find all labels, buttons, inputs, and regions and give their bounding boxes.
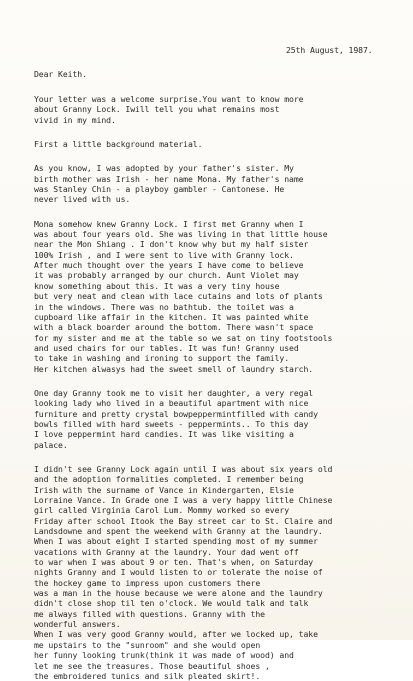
letter-paragraph <box>34 139 406 149</box>
text-line: vivid in my mind. <box>34 114 116 125</box>
text-line: bowls filled with hard sweets - peppermints.. To this day <box>34 418 309 429</box>
text-line: nights Granny and I would listen to or tolerate the noise of <box>34 567 323 578</box>
text-line: the embroidered tunics and silk pleated skirt!. <box>34 670 261 681</box>
text-line: for my sister and me at the table so we sat on tiny footstools <box>34 332 333 343</box>
text-line: it was probably arranged by our church. Aunt Violet may <box>34 270 299 281</box>
text-line: to take in washing and ironing to support the family. <box>34 353 290 364</box>
letter-body <box>34 94 406 681</box>
text-line: her funny looking trunk(think it was made of wood) and <box>34 650 294 661</box>
text-line: me always filled with questions. Granny with the <box>34 608 265 619</box>
text-line: but very neat and clean with lace cutains and lots of plants <box>34 291 323 302</box>
text-line: about Granny Lock. Iwill tell you what remains most <box>34 104 280 115</box>
text-line: the hockey game to impress upon customers there <box>34 577 261 588</box>
text-line: cupboard like affair in the kitchen. It was painted white <box>34 311 309 322</box>
salutation: Dear Keith. <box>34 69 87 79</box>
text-line: Lorraine Vance. In Grade one I was a very happy little Chinese <box>34 495 333 505</box>
text-line: Mona somehow knew Granny Lock. I first met Granny when I <box>34 218 304 229</box>
text-line: with a black boarder around the bottom. There wasn't space <box>34 322 314 333</box>
text-line: was about four years old. She was living in that little house <box>34 229 328 240</box>
text-line: When I was very good Granny would, after we locked up, take <box>34 629 318 640</box>
text-line: in the windows. There was no bathtub. the toilet was a <box>34 301 294 312</box>
text-line: birth mother was Irish - her name Mona. My father's name <box>34 173 304 184</box>
text-line: girl called Virginia Carol Lum. Mommy worked so every <box>34 505 290 516</box>
text-line: near the Mon Shiang . I don't know why but my half sister <box>34 239 309 250</box>
text-line: me upstairs to the "sunroom" and she would open <box>34 639 261 650</box>
text-line: never lived with us. <box>34 194 131 205</box>
letter-paragraph <box>34 464 406 681</box>
text-line: When I was about eight I started spending most of my summer <box>34 536 318 547</box>
letter-paragraph <box>34 388 406 450</box>
text-line: didn't close shop til ten o'clock. We would talk and talk <box>34 598 309 609</box>
letter-paragraph <box>34 94 406 125</box>
text-line: was Stanley Chin - a playboy gambler - Cantonese. He <box>34 184 285 195</box>
text-line: I love peppermint hard candies. It was like visiting a <box>34 429 294 440</box>
text-line: Landsdowne and spent the weekend with Granny at the laundry. <box>34 526 323 537</box>
text-line: First a little background material. <box>34 139 203 150</box>
text-line: looking lady who lived in a beautiful apartment with nice <box>34 398 309 409</box>
text-line: furniture and pretty crystal bowpeppermintfilled with candy <box>34 408 318 419</box>
text-line: know something about this. It was a very tiny house <box>34 280 280 291</box>
text-line: vacations with Granny at the laundry. Your dad went off <box>34 546 299 557</box>
text-line: Irish with the surname of Vance in Kindergarten, Elsie <box>34 484 294 495</box>
text-line: was a man in the house because we were alone and the laundry <box>34 588 323 599</box>
text-line: palace. <box>34 439 68 450</box>
letter-paragraph <box>34 219 406 374</box>
text-line: 100% Irish , and I were sent to live with Granny lock. <box>34 249 294 260</box>
text-line: let me see the treasures. Those beautiful shoes , <box>34 660 270 671</box>
text-line: Her kitchen alwasys had the sweet smell of laundry starch. <box>34 363 314 374</box>
text-line: and used chairs for our tables. It was fun! Granny used <box>34 342 299 353</box>
text-line: wonderful answers. <box>34 619 121 630</box>
text-line: Friday after school Itook the Bay street car to St. Claire and <box>34 515 333 526</box>
text-line: One day Granny took me to visit her daughter, a very regal <box>34 387 314 398</box>
text-line: Your letter was a welcome surprise.You want to know more <box>34 94 304 104</box>
letter-paragraph <box>34 163 406 204</box>
text-line: As you know, I was adopted by your father's sister. My <box>34 163 294 174</box>
text-line: I didn't see Granny Lock again until I was about six years old <box>34 463 333 474</box>
letter-date: 25th August, 1987. <box>286 45 373 55</box>
text-line: and the adoption formalities completed. I remember being <box>34 474 304 485</box>
text-line: After much thought over the years I have come to believe <box>34 260 304 271</box>
text-line: to war when I was about 9 or ten. That's when, on Saturday <box>34 557 314 568</box>
